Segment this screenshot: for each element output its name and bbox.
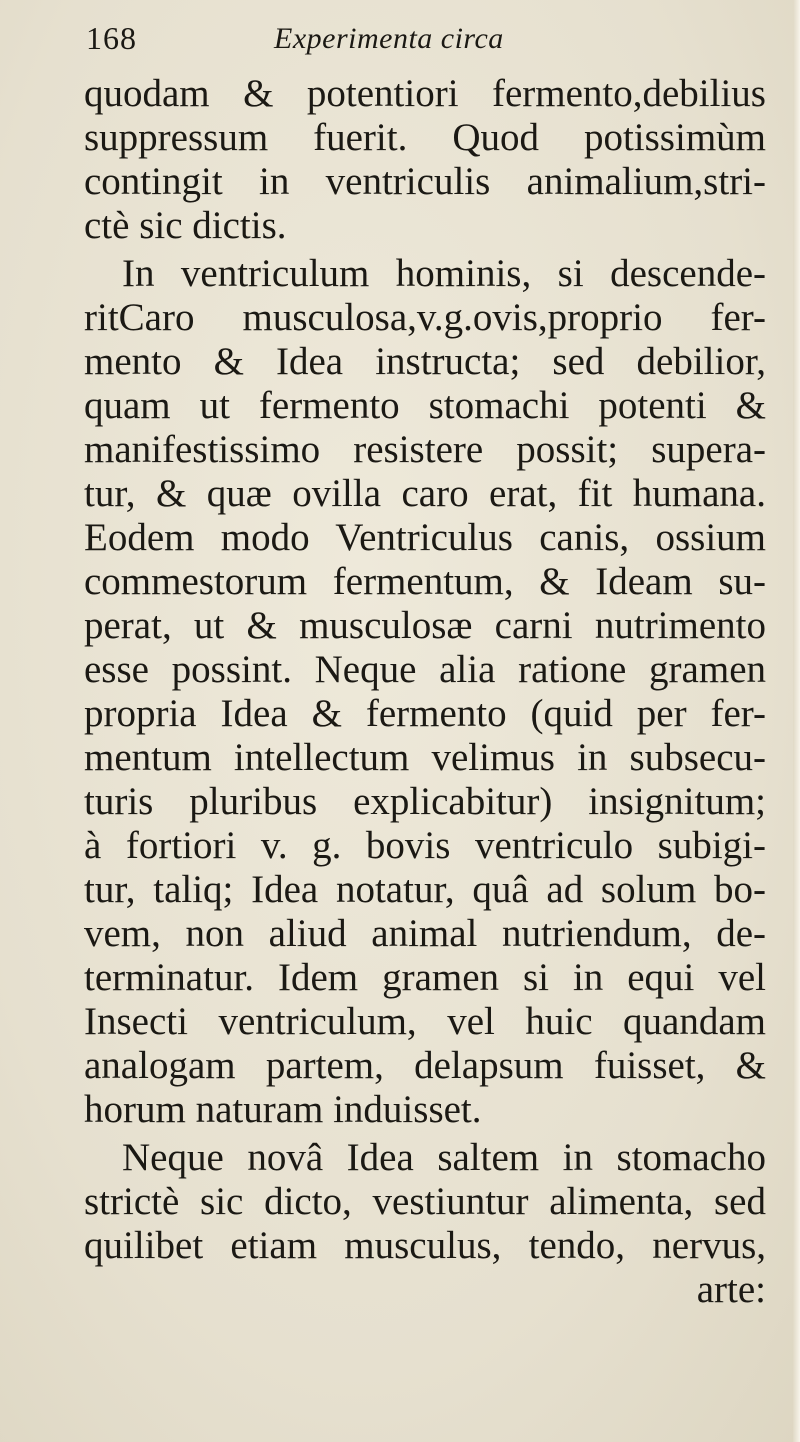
text-line: suppressum fuerit. Quod potissimùm <box>84 116 766 159</box>
text-line: à fortiori v. g. bovis ventriculo subigi- <box>84 824 766 867</box>
text-line: strictè sic dicto, vestiuntur alimenta, sed <box>84 1180 766 1223</box>
text-line: ritCaro musculosa,v.g.ovis,proprio fer- <box>84 296 766 339</box>
text-line: ctè sic dictis. <box>84 204 287 247</box>
text-line: Eodem modo Ventriculus canis, ossium <box>84 516 766 559</box>
text-line: turis pluribus explicabitur) insignitum; <box>84 780 766 823</box>
text-line: quilibet etiam musculus, tendo, nervus, <box>84 1224 766 1267</box>
page-edge <box>793 0 800 1442</box>
text-line: propria Idea & fermento (quid per fer- <box>84 692 766 735</box>
text-line: mentum intellectum velimus in subsecu- <box>84 736 766 779</box>
page-number: 168 <box>86 20 137 56</box>
running-head: Experimenta circa <box>274 22 504 55</box>
page-header <box>86 14 726 64</box>
body-text <box>84 72 766 1312</box>
text-line: quodam & potentiori fermento,debilius <box>84 72 766 115</box>
text-line: tur, & quæ ovilla caro erat, fit humana. <box>84 472 766 515</box>
text-line: contingit in ventriculis animalium,stri- <box>84 160 766 203</box>
paragraph-start-line: Neque novâ Idea saltem in stomacho <box>122 1136 766 1179</box>
text-line: quam ut fermento stomachi potenti & <box>84 384 766 427</box>
text-line: terminatur. Idem gramen si in equi vel <box>84 956 766 999</box>
text-line: esse possint. Neque alia ratione gramen <box>84 648 766 691</box>
text-line: perat, ut & musculosæ carni nutrimento <box>84 604 766 647</box>
text-line: commestorum fermentum, & Ideam su- <box>84 560 766 603</box>
text-line: Insecti ventriculum, vel huic quandam <box>84 1000 766 1043</box>
catchword: arte: <box>696 1268 766 1311</box>
text-line: tur, taliq; Idea notatur, quâ ad solum bo- <box>84 868 766 911</box>
text-line: manifestissimo resistere possit; supera- <box>84 428 766 471</box>
text-line: mento & Idea instructa; sed debilior, <box>84 340 766 383</box>
text-line: analogam partem, delapsum fuisset, & <box>84 1044 766 1087</box>
text-line: vem, non aliud animal nutriendum, de- <box>84 912 766 955</box>
paragraph-start-line: In ventriculum hominis, si descende- <box>122 252 766 295</box>
text-line: horum naturam induisset. <box>84 1088 482 1131</box>
